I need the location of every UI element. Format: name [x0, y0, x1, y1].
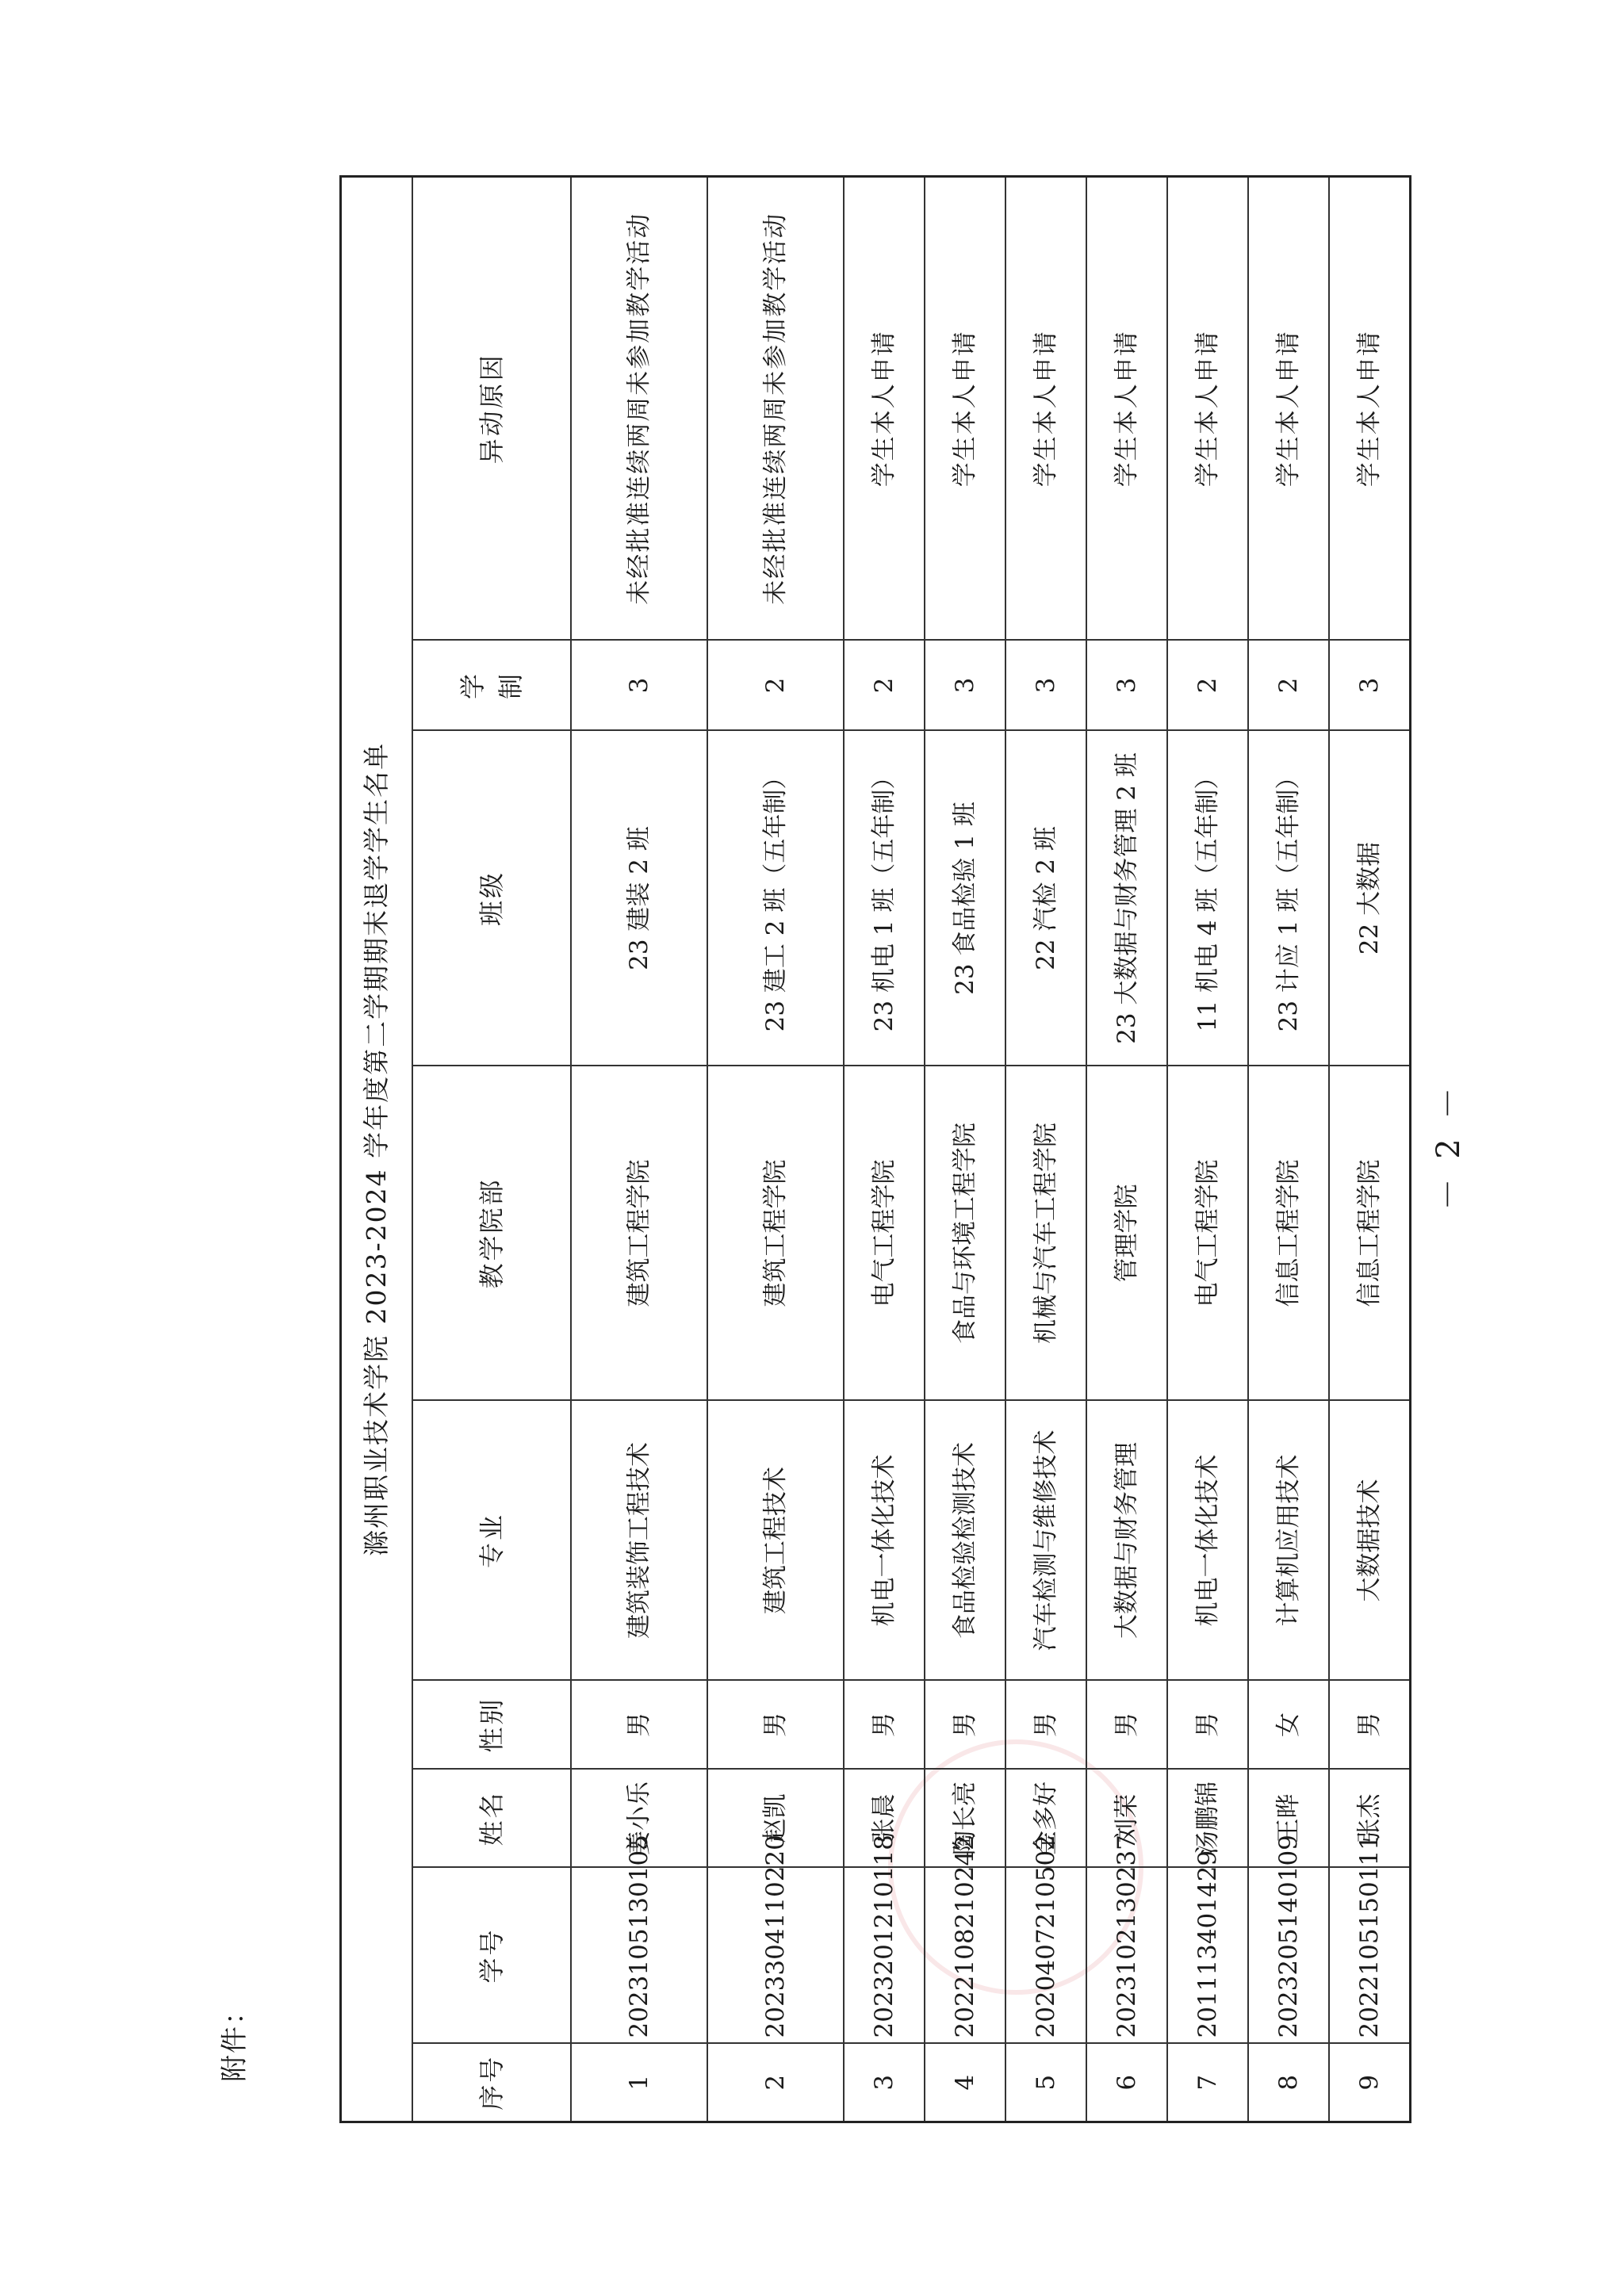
cell-seq: 8 — [1248, 2044, 1329, 2122]
cell-class: 23 大数据与财务管理 2 班 — [1086, 731, 1167, 1066]
cell-term: 2 — [844, 641, 925, 731]
cell-term: 3 — [1329, 641, 1411, 731]
table-row — [925, 176, 1005, 2122]
cell-department: 建筑工程学院 — [707, 1066, 844, 1401]
cell-department: 管理学院 — [1086, 1066, 1167, 1401]
header-seq: 序号 — [412, 2044, 571, 2122]
cell-term: 2 — [707, 641, 844, 731]
cell-reason: 学生本人申请 — [1005, 176, 1086, 640]
table-row — [1248, 176, 1329, 2122]
cell-seq: 1 — [571, 2044, 707, 2122]
cell-name: 张杰 — [1329, 1770, 1411, 1868]
cell-gender: 男 — [925, 1681, 1005, 1770]
cell-term: 2 — [1167, 641, 1248, 731]
cell-gender: 男 — [1005, 1681, 1086, 1770]
cell-major: 大数据技术 — [1329, 1401, 1411, 1681]
cell-class: 11 机电 4 班（五年制） — [1167, 731, 1248, 1066]
cell-student-id: 2023304110220 — [707, 1868, 844, 2044]
cell-student-id: 2022105150111 — [1329, 1868, 1411, 2044]
cell-seq: 2 — [707, 2044, 844, 2122]
cell-name: 陶长亮 — [925, 1770, 1005, 1868]
cell-major: 建筑装饰工程技术 — [571, 1401, 707, 1681]
cell-gender: 男 — [707, 1681, 844, 1770]
cell-term: 3 — [1086, 641, 1167, 731]
cell-reason: 学生本人申请 — [1329, 176, 1411, 640]
cell-major: 食品检验检测技术 — [925, 1401, 1005, 1681]
cell-seq: 3 — [844, 2044, 925, 2122]
cell-major: 建筑工程技术 — [707, 1401, 844, 1681]
header-gender: 性别 — [412, 1681, 571, 1770]
cell-department: 机械与汽车工程学院 — [1005, 1066, 1086, 1401]
table-header-row — [412, 176, 571, 2122]
header-reason: 异动原因 — [412, 176, 571, 640]
cell-department: 食品与环境工程学院 — [925, 1066, 1005, 1401]
table-row — [1167, 176, 1248, 2122]
cell-department: 信息工程学院 — [1329, 1066, 1411, 1401]
header-student-id: 学号 — [412, 1868, 571, 2044]
cell-name: 张晨 — [844, 1770, 925, 1868]
cell-department: 电气工程学院 — [844, 1066, 925, 1401]
cell-class: 23 机电 1 班（五年制） — [844, 731, 925, 1066]
cell-department: 电气工程学院 — [1167, 1066, 1248, 1401]
table-row — [571, 176, 707, 2122]
cell-name: 姜小乐 — [571, 1770, 707, 1868]
cell-class: 22 汽检 2 班 — [1005, 731, 1086, 1066]
cell-class: 23 计应 1 班（五年制） — [1248, 731, 1329, 1066]
cell-seq: 5 — [1005, 2044, 1086, 2122]
cell-major: 计算机应用技术 — [1248, 1401, 1329, 1681]
cell-student-id: 2023102130237 — [1086, 1868, 1167, 2044]
cell-term: 2 — [1248, 641, 1329, 731]
table-title-row — [341, 176, 413, 2122]
cell-major: 机电一体化技术 — [844, 1401, 925, 1681]
table-row — [707, 176, 844, 2122]
cell-reason: 学生本人申请 — [925, 176, 1005, 640]
header-term: 学 制 — [412, 641, 571, 731]
cell-name: 王晔 — [1248, 1770, 1329, 1868]
header-department: 教学院部 — [412, 1066, 571, 1401]
cell-name: 赵凯 — [707, 1770, 844, 1868]
cell-gender: 男 — [1167, 1681, 1248, 1770]
page-number: － 2 － — [1431, 1082, 1467, 1211]
cell-gender: 男 — [844, 1681, 925, 1770]
cell-gender: 男 — [571, 1681, 707, 1770]
cell-name: 汤鹏锦 — [1167, 1770, 1248, 1868]
cell-class: 23 食品检验 1 班 — [925, 731, 1005, 1066]
cell-reason: 学生本人申请 — [1248, 176, 1329, 640]
cell-major: 机电一体化技术 — [1167, 1401, 1248, 1681]
cell-major: 大数据与财务管理 — [1086, 1401, 1167, 1681]
header-class: 班级 — [412, 731, 571, 1066]
cell-name: 金多好 — [1005, 1770, 1086, 1868]
cell-reason: 学生本人申请 — [1167, 176, 1248, 640]
cell-department: 建筑工程学院 — [571, 1066, 707, 1401]
cell-reason: 未经批准连续两周未参加教学活动 — [571, 176, 707, 640]
cell-term: 3 — [1005, 641, 1086, 731]
cell-student-id: 201113401429 — [1167, 1868, 1248, 2044]
cell-reason: 未经批准连续两周未参加教学活动 — [707, 176, 844, 640]
header-major: 专业 — [412, 1401, 571, 1681]
table-row — [1329, 176, 1411, 2122]
attachment-label: 附件： — [219, 1996, 251, 2082]
cell-gender: 男 — [1329, 1681, 1411, 1770]
table-row — [1086, 176, 1167, 2122]
cell-term: 3 — [571, 641, 707, 731]
cell-student-id: 2023205140109 — [1248, 1868, 1329, 2044]
cell-seq: 9 — [1329, 2044, 1411, 2122]
cell-reason: 学生本人申请 — [844, 176, 925, 640]
table-row — [1005, 176, 1086, 2122]
cell-seq: 4 — [925, 2044, 1005, 2122]
cell-student-id: 2023201210118 — [844, 1868, 925, 2044]
cell-student-id: 2020407210502 — [1005, 1868, 1086, 2044]
table-row — [844, 176, 925, 2122]
cell-student-id: 2023105130105 — [571, 1868, 707, 2044]
table-title: 滁州职业技术学院 2023-2024 学年度第二学期期末退学学生名单 — [341, 176, 413, 2122]
cell-class: 23 建工 2 班（五年制） — [707, 731, 844, 1066]
cell-reason: 学生本人申请 — [1086, 176, 1167, 640]
cell-class: 22 大数据 — [1329, 731, 1411, 1066]
cell-major: 汽车检测与维修技术 — [1005, 1401, 1086, 1681]
cell-department: 信息工程学院 — [1248, 1066, 1329, 1401]
cell-gender: 男 — [1086, 1681, 1167, 1770]
cell-student-id: 2022108210242 — [925, 1868, 1005, 2044]
cell-name: 刘荣 — [1086, 1770, 1167, 1868]
withdrawal-roster-table — [339, 175, 1411, 2123]
cell-term: 3 — [925, 641, 1005, 731]
cell-gender: 女 — [1248, 1681, 1329, 1770]
cell-class: 23 建装 2 班 — [571, 731, 707, 1066]
header-name: 姓名 — [412, 1770, 571, 1868]
cell-seq: 6 — [1086, 2044, 1167, 2122]
cell-seq: 7 — [1167, 2044, 1248, 2122]
